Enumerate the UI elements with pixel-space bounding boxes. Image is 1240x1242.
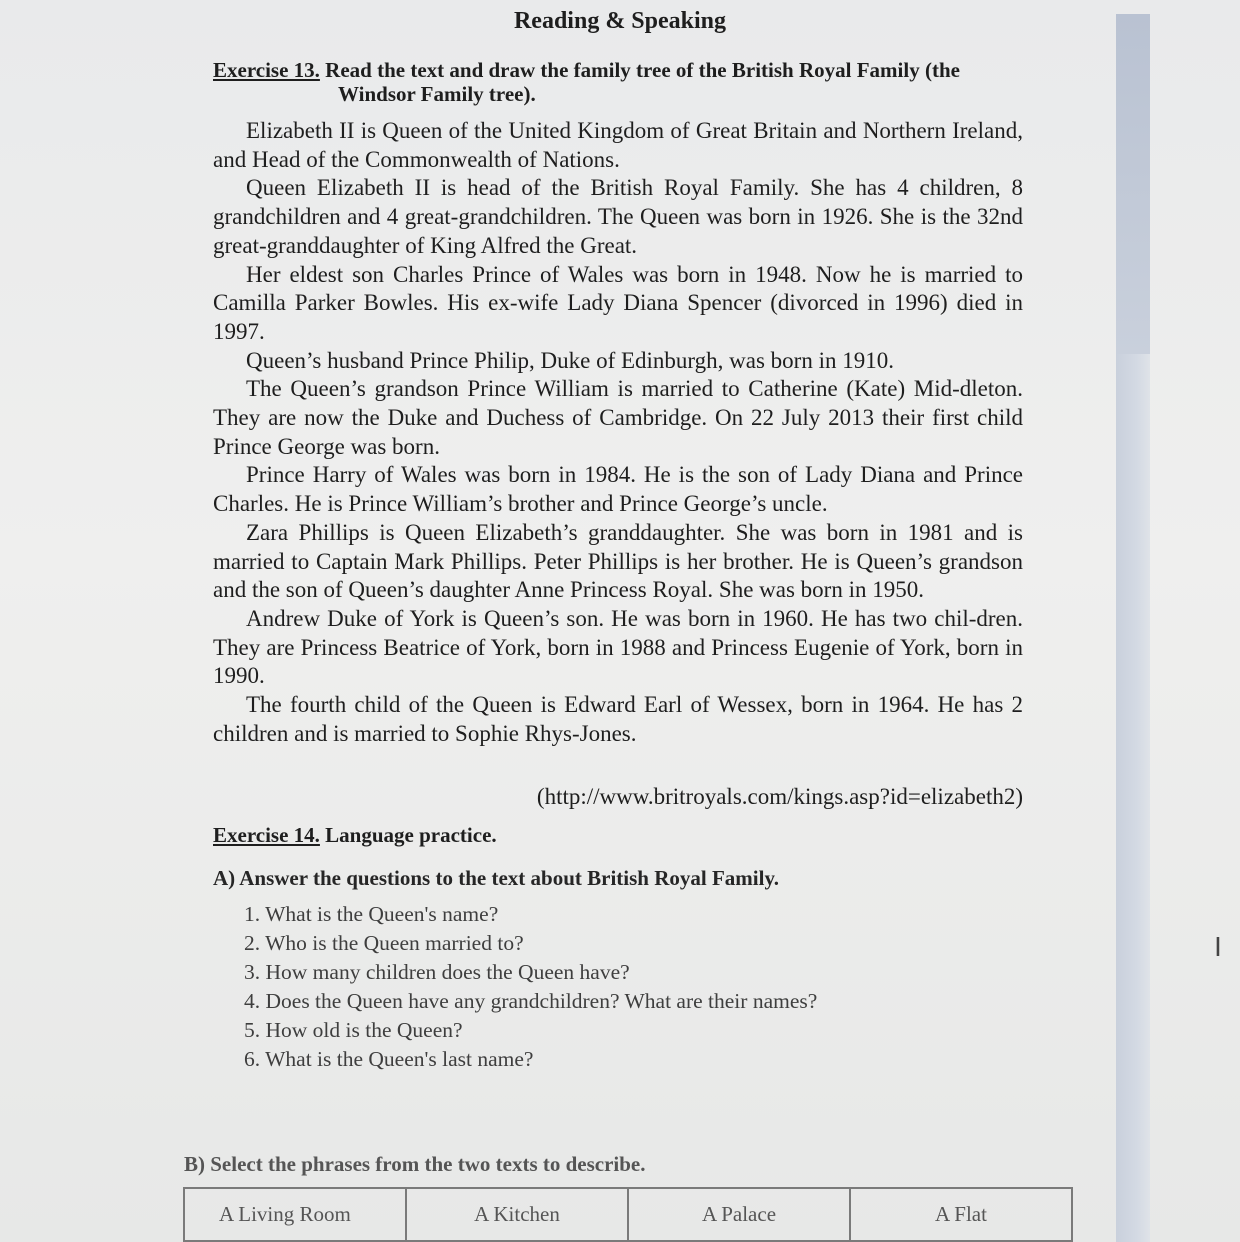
scrollbar-thumb[interactable] xyxy=(1116,14,1150,354)
text-cursor-icon: I xyxy=(1214,933,1222,963)
paragraph: Elizabeth II is Queen of the United Kingdom of Great Britain and Northern Ireland, and Head of the Commonwealth of Nations. xyxy=(213,118,1023,172)
question-item: 4. Does the Queen have any grandchildren? What are their names? xyxy=(244,989,818,1013)
paragraph: Prince Harry of Wales was born in 1984. He is the son of Lady Diana and Prince Charles. He is Prince William’s brother and Prince George’s uncle. xyxy=(213,462,1023,517)
column-flat: A Flat xyxy=(850,1188,1072,1241)
column-living-room: A Living Room xyxy=(184,1188,406,1241)
source-citation: (http://www.britroyals.com/kings.asp?id=elizabeth2) xyxy=(536,784,1023,809)
page-title: Reading & Speaking xyxy=(513,8,727,34)
question-item: 1. What is the Queen's name? xyxy=(244,902,499,926)
question-item: 3. How many children does the Queen have? xyxy=(244,960,630,984)
paragraph: Queen’s husband Prince Philip, Duke of Edinburgh, was born in 1910. xyxy=(246,347,894,373)
question-item: 6. What is the Queen's last name? xyxy=(244,1047,534,1071)
column-palace: A Palace xyxy=(628,1188,850,1241)
question-item: 5. How old is the Queen? xyxy=(244,1018,463,1042)
question-item: 2. Who is the Queen married to? xyxy=(244,931,524,955)
paragraph: The Queen’s grandson Prince William is married to Catherine (Kate) Mid-dleton. They are now the Duke and Duchess of Cambridge. On 22 July 2013 their first child Prince George was born. xyxy=(213,376,1023,459)
exercise-13-instruction-line1: Read the text and draw the family tree of the British Royal Family (the xyxy=(325,58,960,82)
part-a-heading: A) Answer the questions to the text about British Royal Family. xyxy=(213,866,780,890)
part-b-heading: B) Select the phrases from the two texts to describe. xyxy=(184,1152,646,1176)
column-kitchen: A Kitchen xyxy=(406,1188,628,1241)
table-header-row xyxy=(184,1188,1072,1241)
exercise-13-instruction-line2: Windsor Family tree). xyxy=(338,82,536,106)
paragraph: Queen Elizabeth II is head of the British Royal Family. She has 4 children, 8 grandchildren and 4 great-grandchildren. The Queen was born in 1926. She is the 32nd great-granddaughter of King Alfred the Great. xyxy=(213,175,1023,258)
question-list xyxy=(244,900,817,1074)
phrases-table xyxy=(183,1187,1073,1242)
reading-text xyxy=(213,117,1023,748)
paragraph: Zara Phillips is Queen Elizabeth’s granddaughter. She was born in 1981 and is married to Captain Mark Phillips. Peter Phillips is her brother. He is Queen’s grandson and the son of Queen’s daughter Anne Princess Royal. She was born in 1950. xyxy=(213,519,1023,603)
paragraph: Her eldest son Charles Prince of Wales was born in 1948. Now he is married to Camilla Parker Bowles. His ex-wife Lady Diana Spencer (divorced in 1996) died in 1997. xyxy=(213,261,1023,344)
paragraph: Andrew Duke of York is Queen’s son. He was born in 1960. He has two chil-dren. They are Princess Beatrice of York, born in 1988 and Princess Eugenie of York, born in 1990. xyxy=(213,605,1023,689)
paragraph: The fourth child of the Queen is Edward Earl of Wessex, born in 1964. He has 2 children and is married to Sophie Rhys-Jones. xyxy=(213,692,1023,746)
exercise-14-heading xyxy=(213,822,497,848)
exercise-13-label: Exercise 13. xyxy=(213,58,320,82)
vertical-scrollbar[interactable] xyxy=(1116,14,1150,1242)
exercise-13-heading xyxy=(213,58,1025,106)
exercise-14-title: Language practice. xyxy=(325,823,497,847)
exercise-14-label: Exercise 14. xyxy=(213,823,320,847)
